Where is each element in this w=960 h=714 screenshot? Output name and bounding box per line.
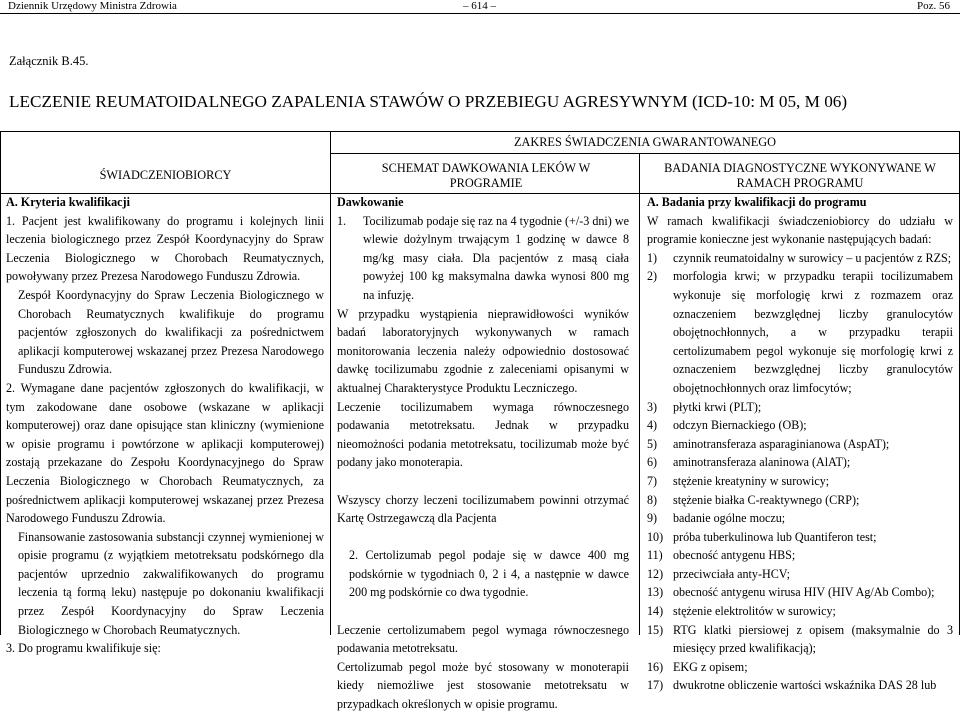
lab-adjustment-para: W przypadku wystąpienia nieprawidłowości wyników badań laboratoryjnych wykonywanych w ramach monitorowania leczenia należy odpowiednio dostosować dawkę tocilizumabu zgodnie z zaleceniami opisanymi w aktualnej Charakterystyce Produktu Leczniczego.	[337, 306, 629, 395]
qualification-tests-intro: W ramach kwalifikacji świadczeniobiorcy do udziału w programie konieczne jest wykonanie następujących badań:	[647, 213, 953, 247]
test-item-number: 11)	[647, 548, 663, 563]
certolizumab-methotrexate-para: Leczenie certolizumabem pegol wymaga równoczesnego podawania metotreksatu.	[337, 622, 629, 656]
table-border-left	[0, 131, 1, 635]
test-item-number: 1)	[647, 250, 658, 265]
test-item	[647, 398, 953, 417]
beneficiaries-header: ŚWIADCZENIOBIORCY	[99, 168, 232, 182]
attachment-label: Załącznik B.45.	[9, 54, 89, 68]
test-item	[647, 658, 953, 677]
test-item-text: stężenie elektrolitów w surowicy;	[673, 604, 836, 619]
criteria-item-2-para-2: Finansowanie zastosowania substancji czynnej wymienionej w opisie programu (z wyjątkiem metotreksatu podskórnego dla pacjentów uprzednio zakwalifikowanych do programu leczenia tą formą leku) następuje po dokonaniu kwalifikacji przez Zespół Koordynacyjny do Spraw Leczenia Biologicznego w Chorobach Reumatycznych.	[18, 529, 324, 637]
col-divider-2	[639, 153, 640, 635]
test-item-number: 7)	[647, 473, 658, 488]
test-item-number: 3)	[647, 399, 658, 414]
criteria-item-1: 1. Pacjent jest kwalifikowany do programu i kolejnych linii leczenia biologicznego przez Zespół Koordynacyjny do Spraw Leczenia Biologicznego w Chorobach Reumatycznych, powoływany przez Prezesa Narodowego Funduszu Zdrowia.	[6, 213, 324, 284]
test-item-text: czynnik reumatoidalny w surowicy – u pacjentów z RZS;	[673, 250, 952, 265]
test-item-number: 6)	[647, 455, 658, 470]
qualification-criteria-heading: A. Kryteria kwalifikacji	[6, 195, 130, 209]
test-item-number: 4)	[647, 418, 658, 433]
test-item	[647, 249, 953, 268]
table-border-top	[0, 131, 960, 132]
test-item-text: morfologia krwi; w przypadku terapii tocilizumabem wykonuje się morfologię krwi z rozmazem oraz oznaczeniem bezwzględnej liczby granulocytów obojętnochłonnych, a w przypadku terapii certolizumabem pegol wykonuje się morfologię krwi z oznaczeniem bezwzględnej liczby granulocytów obojętnochłonnych oraz limfocytów;	[673, 269, 953, 395]
dosing-heading: Dawkowanie	[337, 195, 404, 209]
test-item	[647, 267, 953, 397]
test-item	[647, 453, 953, 472]
test-item-number: 15)	[647, 622, 664, 637]
test-item-number: 14)	[647, 604, 664, 619]
test-item	[647, 416, 953, 435]
journal-name: Dziennik Urzędowy Ministra Zdrowia	[8, 0, 177, 12]
dosing-header: SCHEMAT DAWKOWANIA LEKÓW W PROGRAMIE	[381, 161, 591, 190]
test-item-text: RTG klatki piersiowej z opisem (maksymalnie do 3 miesięcy przed kwalifikacją);	[673, 622, 953, 656]
test-item-text: EKG z opisem;	[673, 659, 748, 674]
dosing-item-2: 2. Certolizumab pegol podaje się w dawce 400 mg podskórnie w tygodniach 0, 2 i 4, a następnie w dawce 200 mg podskórnie co dwa tygodnie.	[349, 548, 629, 600]
test-item-number: 16)	[647, 659, 664, 674]
test-item-number: 12)	[647, 566, 664, 581]
test-item-text: aminotransferaza alaninowa (AlAT);	[673, 455, 851, 470]
test-item	[647, 602, 953, 621]
test-item-text: stężenie białka C-reaktywnego (CRP);	[673, 492, 860, 507]
test-item-text: aminotransferaza asparaginianowa (AspAT);	[673, 436, 890, 451]
test-item	[647, 472, 953, 491]
header-rule	[0, 13, 960, 14]
dosing-list	[337, 212, 629, 305]
test-item-text: stężenie kreatyniny w surowicy;	[673, 473, 830, 488]
program-table	[0, 131, 960, 712]
test-item-text: odczyn Biernackiego (OB);	[673, 418, 807, 433]
qualification-tests-list	[647, 249, 953, 695]
test-item-number: 13)	[647, 585, 664, 600]
patient-card-para: Wszyscy chorzy leczeni tocilizumabem powinni otrzymać Kartę Ostrzegawczą dla Pacjenta	[337, 492, 629, 526]
test-item-text: dwukrotne obliczenie wartości wskaźnika DAS 28 lub	[673, 678, 937, 693]
test-item	[647, 583, 953, 602]
col-dosing	[337, 193, 629, 714]
test-item-text: przeciwciała anty-HCV;	[673, 566, 790, 581]
test-item-text: badanie ogólne moczu;	[673, 511, 786, 526]
test-item-text: obecność antygenu HBS;	[673, 548, 796, 563]
criteria-item-1-para-2: Zespół Koordynacyjny do Spraw Leczenia Biologicznego w Chorobach Reumatycznych kwalifikuje do programu pacjentów zgłoszonych do kwalifikacji za pośrednictwem aplikacji komputerowej wskazanej przez Prezesa Narodowego Funduszu Zdrowia.	[18, 287, 324, 377]
test-item-number: 2)	[647, 269, 658, 284]
test-item	[647, 509, 953, 528]
test-item-number: 9)	[647, 511, 658, 526]
running-header	[8, 0, 952, 12]
criteria-item-3: 3. Do programu kwalifikuje się:	[6, 641, 161, 656]
page-number: – 614 –	[463, 0, 496, 12]
test-item-number: 8)	[647, 492, 658, 507]
methotrexate-para: Leczenie tocilizumabem wymaga równoczesnego podawania metotreksatu. Jednak w przypadku nieomożności podania metotreksatu, tocilizumab może być podany jako monoterapia.	[337, 399, 629, 470]
test-item	[647, 546, 953, 565]
test-item-text: obecność antygenu wirusa HIV (HIV Ag/Ab Combo);	[673, 585, 935, 600]
test-item-text: płytki krwi (PLT);	[673, 399, 762, 414]
scope-rule	[330, 153, 960, 154]
criteria-item-2: 2. Wymagane dane pacjentów zgłoszonych do kwalifikacji, w tym zakodowane dane osobowe (wskazane w aplikacji komputerowej) oraz dane opisujące stan kliniczny (wymienione w opisie programu i powtórzone w aplikacji komputerowej) zostają przekazane do Zespołu Koordynacyjnego do Spraw Leczenia Biologicznego w Chorobach Reumatycznych, za pośrednictwem aplikacji komputerowej wskazanej przez Prezesa Narodowego Funduszu Zdrowia.	[6, 380, 324, 526]
col-beneficiaries	[6, 193, 324, 658]
col-diagnostics	[647, 193, 953, 695]
test-item-number: 10)	[647, 529, 664, 544]
document-title: LECZENIE REUMATOIDALNEGO ZAPALENIA STAWÓW O PRZEBIEGU AGRESYWNYM (ICD-10: M 05, M 06)	[9, 92, 848, 111]
test-item-number: 17)	[647, 678, 664, 693]
guaranteed-scope-header: ZAKRES ŚWIADCZENIA GWARANTOWANEGO	[513, 135, 777, 149]
test-item	[647, 676, 953, 695]
test-item	[647, 491, 953, 510]
test-item-text: próba tuberkulinowa lub Quantiferon test;	[673, 529, 877, 544]
test-item	[647, 565, 953, 584]
test-item-number: 5)	[647, 436, 658, 451]
position-number: Poz. 56	[917, 0, 950, 12]
test-item	[647, 621, 953, 658]
col-divider-1	[330, 131, 331, 635]
dosing-item-1: 1. Tocilizumab podaje się raz na 4 tygodnie (+/-3 dni) we wlewie dożylnym trwającym 1 godzinę w dawce 8 mg/kg masy ciała. Dla pacjentów z masą ciała powyżej 100 kg maksymalna dawka wynosi 800 mg na infuzję.	[337, 213, 629, 302]
certolizumab-monotherapy-para: Certolizumab pegol może być stosowany w monoterapii kiedy niemożliwe jest stosowanie metotreksatu w przypadkach określonych w opisie programu.	[337, 659, 629, 712]
test-item	[647, 435, 953, 454]
qualification-tests-heading: A. Badania przy kwalifikacji do programu	[647, 195, 867, 209]
diagnostics-header: BADANIA DIAGNOSTYCZNE WYKONYWANE W RAMACH PROGRAMU	[664, 161, 936, 190]
test-item	[647, 528, 953, 547]
